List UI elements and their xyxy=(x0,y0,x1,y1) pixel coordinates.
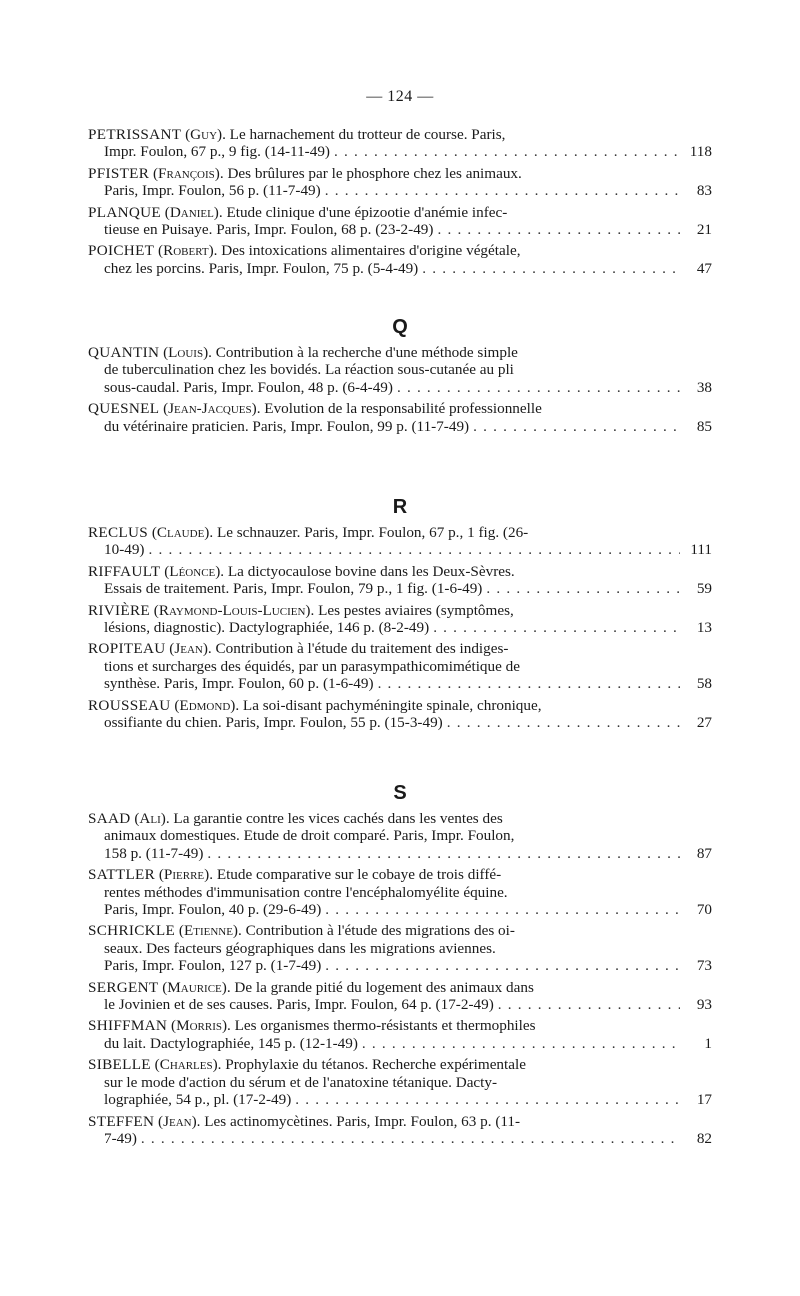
author-surname: RIVIÈRE xyxy=(88,601,150,619)
leader-dots xyxy=(325,182,680,199)
entry-line xyxy=(88,979,680,996)
author-first-name: (Daniel). xyxy=(164,203,223,221)
page-reference: 58 xyxy=(696,675,712,693)
entry-last-line xyxy=(88,182,680,199)
leader-dots xyxy=(437,221,680,238)
leader-dots xyxy=(378,675,680,692)
index-entry xyxy=(88,242,712,277)
entry-text: ossifiante du chien. Paris, Impr. Foulon, 55 p. (15-3-49) xyxy=(104,714,443,732)
author-surname: ROUSSEAU xyxy=(88,696,171,714)
page-reference: 59 xyxy=(696,580,712,598)
index-entry xyxy=(88,602,712,637)
page-reference: 85 xyxy=(696,417,712,435)
entry-text: tieuse en Puisaye. Paris, Impr. Foulon, 68 p. (23-2-49) xyxy=(104,221,434,239)
section-letter: S xyxy=(393,782,407,804)
entry-text xyxy=(88,400,542,417)
author-surname: RECLUS xyxy=(88,524,149,541)
entry-text xyxy=(88,1056,526,1073)
index-entry xyxy=(88,979,712,1014)
index-entry xyxy=(88,697,712,732)
section-letter: Q xyxy=(392,316,408,338)
entry-text xyxy=(88,640,508,657)
author-surname: QUANTIN xyxy=(88,344,160,361)
entry-title-text: Des brûlures par le phosphore chez les animaux. xyxy=(227,164,522,182)
entry-text xyxy=(88,979,534,996)
entry-text: le Jovinien et de ses causes. Paris, Impr. Foulon, 64 p. (17-2-49) xyxy=(104,996,494,1014)
entry-text: Paris, Impr. Foulon, 56 p. (11-7-49) xyxy=(104,182,321,200)
entry-text xyxy=(88,697,542,714)
entry-line xyxy=(88,1074,680,1091)
entry-line xyxy=(88,126,680,143)
entry-title-text: Contribution à l'étude du traitement des indiges- xyxy=(215,640,509,658)
entry-last-line xyxy=(88,1035,680,1052)
entry-title-text: La soi-disant pachyméningite spinale, chronique, xyxy=(242,696,542,714)
author-surname: RIFFAULT xyxy=(88,562,161,580)
author-surname: SERGENT xyxy=(88,978,159,996)
entry-line xyxy=(88,866,680,883)
entry-text: Paris, Impr. Foulon, 127 p. (1-7-49) xyxy=(104,957,322,975)
author-first-name: (Jean). xyxy=(158,1112,201,1130)
entry-title-text: Prophylaxie du tétanos. Recherche expérimentale xyxy=(225,1056,526,1074)
entry-title-text: Etude comparative sur le cobaye de trois diffé- xyxy=(216,866,502,884)
leader-dots xyxy=(207,845,680,862)
entry-title-text: Contribution à la recherche d'une méthode simple xyxy=(215,344,518,361)
entry-line xyxy=(88,884,680,901)
author-first-name: (Léonce). xyxy=(164,562,225,580)
author-first-name: (Pierre). xyxy=(158,866,214,884)
leader-dots xyxy=(433,619,680,636)
leader-dots xyxy=(486,580,680,597)
entry-text: seaux. Des facteurs géographiques dans les migrations aviennes. xyxy=(104,939,496,957)
entry-text: sous-caudal. Paris, Impr. Foulon, 48 p. (6-4-49) xyxy=(104,378,393,396)
entry-text xyxy=(88,922,515,939)
entry-line xyxy=(88,640,680,657)
page-reference: 21 xyxy=(696,221,712,239)
entry-last-line xyxy=(88,143,680,160)
entry-title-text: Le harnachement du trotteur de course. Paris, xyxy=(229,126,506,143)
leader-dots xyxy=(325,957,680,974)
index-entry xyxy=(88,126,712,161)
entry-text: tions et surcharges des équidés, par un parasympathicomimétique de xyxy=(104,657,520,675)
entry-line xyxy=(88,810,680,827)
entry-line xyxy=(88,242,680,259)
author-first-name: (François). xyxy=(152,164,224,182)
author-surname: PFISTER xyxy=(88,164,150,182)
index-entry xyxy=(88,563,712,598)
author-surname: ROPITEAU xyxy=(88,640,166,658)
page-reference: 83 xyxy=(696,182,712,200)
entry-last-line xyxy=(88,714,680,731)
author-surname: PLANQUE xyxy=(88,203,161,221)
entry-last-line xyxy=(88,418,680,435)
entry-title-text: Les pestes aviaires (symptômes, xyxy=(318,601,514,619)
leader-dots xyxy=(447,714,680,731)
section-s xyxy=(88,776,712,1151)
author-first-name: (Raymond-Louis-Lucien). xyxy=(153,601,315,619)
author-surname: SIBELLE xyxy=(88,1056,151,1074)
page-reference: 13 xyxy=(696,619,712,637)
entry-line xyxy=(88,1113,680,1130)
index-entry xyxy=(88,922,712,974)
section-p xyxy=(88,126,712,281)
page-reference: 17 xyxy=(696,1091,712,1109)
author-surname: SHIFFMAN xyxy=(88,1017,168,1035)
entry-line xyxy=(88,1017,680,1034)
leader-dots xyxy=(473,418,680,435)
entry-title-text: De la grande pitié du logement des animaux dans xyxy=(234,978,534,996)
entry-last-line xyxy=(88,1130,680,1147)
entry-text: 158 p. (11-7-49) xyxy=(104,844,204,862)
author-first-name: (Jean). xyxy=(169,640,212,658)
entry-last-line xyxy=(88,675,680,692)
section-r xyxy=(88,490,712,735)
entry-line xyxy=(88,344,680,361)
entry-title-text: Le schnauzer. Paris, Impr. Foulon, 67 p., 1 fig. (26- xyxy=(216,524,529,541)
entry-line xyxy=(88,563,680,580)
entry-title-text: La dictyocaulose bovine dans les Deux-Sèvres. xyxy=(227,562,515,580)
entry-line xyxy=(88,361,680,378)
entry-text: synthèse. Paris, Impr. Foulon, 60 p. (1-6-49) xyxy=(104,675,374,693)
entry-line xyxy=(88,922,680,939)
entry-title-text: Les organismes thermo-résistants et thermophiles xyxy=(234,1017,536,1035)
leader-dots xyxy=(397,379,680,396)
index-entry xyxy=(88,400,712,435)
entry-text xyxy=(88,524,528,541)
section-q xyxy=(88,310,712,439)
entry-text xyxy=(88,866,501,883)
page-reference: 93 xyxy=(696,996,712,1014)
entry-text xyxy=(88,204,507,221)
index-entry xyxy=(88,1113,712,1148)
author-first-name: (Jean-Jacques). xyxy=(163,400,261,418)
entry-line xyxy=(88,940,680,957)
author-first-name: (Morris). xyxy=(171,1017,231,1035)
entry-text: 10-49) xyxy=(104,541,145,559)
leader-dots xyxy=(498,996,680,1013)
author-first-name: (Louis). xyxy=(163,344,212,361)
author-surname: QUESNEL xyxy=(88,400,160,418)
author-first-name: (Robert). xyxy=(158,242,218,260)
entry-line xyxy=(88,165,680,182)
entry-line xyxy=(88,827,680,844)
page-reference: 87 xyxy=(696,844,712,862)
entry-text xyxy=(88,242,521,259)
index-entry xyxy=(88,640,712,692)
entry-last-line xyxy=(88,1091,680,1108)
entry-text: rentes méthodes d'immunisation contre l'encéphalomyélite équine. xyxy=(104,883,508,901)
index-entry xyxy=(88,524,712,559)
entry-text xyxy=(88,126,505,143)
leader-dots xyxy=(362,1035,680,1052)
entry-text: du vétérinaire praticien. Paris, Impr. Foulon, 99 p. (11-7-49) xyxy=(104,417,470,435)
entry-last-line xyxy=(88,619,680,636)
page-reference: 38 xyxy=(696,378,712,396)
entry-text: 7-49) xyxy=(104,1129,137,1147)
entry-line xyxy=(88,524,680,541)
entry-line xyxy=(88,602,680,619)
page-reference: 82 xyxy=(696,1129,712,1147)
entry-text: Impr. Foulon, 67 p., 9 fig. (14-11-49) xyxy=(104,143,330,161)
entry-title-text: Les actinomycètines. Paris, Impr. Foulon, 63 p. (11- xyxy=(204,1112,521,1130)
entry-text xyxy=(88,1017,536,1034)
author-surname: PETRISSANT xyxy=(88,126,182,143)
entry-text: lésions, diagnostic). Dactylographiée, 146 p. (8-2-49) xyxy=(104,619,430,637)
leader-dots xyxy=(422,260,680,277)
entry-line xyxy=(88,658,680,675)
entry-text xyxy=(88,602,514,619)
page-reference: 111 xyxy=(690,541,712,559)
author-first-name: (Edmond). xyxy=(174,696,240,714)
author-surname: STEFFEN xyxy=(88,1112,155,1130)
leader-dots xyxy=(334,143,680,160)
author-surname: POICHET xyxy=(88,242,155,260)
leader-dots xyxy=(295,1091,680,1108)
entry-text: Essais de traitement. Paris, Impr. Foulon, 79 p., 1 fig. (1-6-49) xyxy=(104,580,483,598)
entry-text xyxy=(88,563,515,580)
index-entry xyxy=(88,204,712,239)
page-number: — 124 — xyxy=(366,88,434,105)
entry-line xyxy=(88,204,680,221)
entry-text: de tuberculination chez les bovidés. La réaction sous-cutanée au pli xyxy=(104,361,514,379)
entry-last-line xyxy=(88,379,680,396)
entry-text xyxy=(88,344,518,361)
author-first-name: (Charles). xyxy=(154,1056,222,1074)
index-entry xyxy=(88,866,712,918)
entry-last-line xyxy=(88,580,680,597)
page-reference: 47 xyxy=(696,259,712,277)
leader-dots xyxy=(325,901,680,918)
entry-last-line xyxy=(88,541,680,558)
page-reference: 73 xyxy=(696,957,712,975)
entry-last-line xyxy=(88,901,680,918)
entry-line xyxy=(88,1056,680,1073)
entry-last-line xyxy=(88,221,680,238)
entry-last-line xyxy=(88,996,680,1013)
author-surname: SAAD xyxy=(88,810,131,827)
page-reference: 118 xyxy=(689,143,712,161)
author-first-name: (Ali). xyxy=(134,810,170,827)
author-first-name: (Etienne). xyxy=(178,922,242,940)
page-reference: 1 xyxy=(704,1034,712,1052)
entry-line xyxy=(88,400,680,417)
index-entry xyxy=(88,810,712,862)
page-reference: 27 xyxy=(696,714,712,732)
entry-text: lographiée, 54 p., pl. (17-2-49) xyxy=(104,1091,292,1109)
entry-title-text: La garantie contre les vices cachés dans les ventes des xyxy=(173,810,503,827)
section-letter: R xyxy=(392,496,408,518)
index-entry xyxy=(88,165,712,200)
entry-text: animaux domestiques. Etude de droit comparé. Paris, Impr. Foulon, xyxy=(104,827,515,845)
entry-title-text: Etude clinique d'une épizootie d'anémie infec- xyxy=(226,203,508,221)
author-first-name: (Maurice). xyxy=(162,978,231,996)
entry-last-line xyxy=(88,260,680,277)
leader-dots xyxy=(149,541,681,558)
page-reference: 70 xyxy=(696,901,712,919)
entry-last-line xyxy=(88,957,680,974)
entry-text xyxy=(88,810,503,827)
entry-text: Paris, Impr. Foulon, 40 p. (29-6-49) xyxy=(104,901,322,919)
entry-text: sur le mode d'action du sérum et de l'anatoxine tétanique. Dacty- xyxy=(104,1073,498,1091)
index-entry xyxy=(88,1056,712,1108)
author-first-name: (Claude). xyxy=(151,524,214,541)
entry-text: chez les porcins. Paris, Impr. Foulon, 75 p. (5-4-49) xyxy=(104,259,419,277)
entry-text xyxy=(88,1113,520,1130)
entry-title-text: Contribution à l'étude des migrations des oi- xyxy=(245,922,515,940)
entry-text: du lait. Dactylographiée, 145 p. (12-1-49) xyxy=(104,1034,358,1052)
entry-text xyxy=(88,165,522,182)
author-surname: SATTLER xyxy=(88,866,156,884)
leader-dots xyxy=(141,1130,680,1147)
index-entry xyxy=(88,344,712,396)
entry-line xyxy=(88,697,680,714)
author-surname: SCHRICKLE xyxy=(88,922,176,940)
entry-title-text: Evolution de la responsabilité professionnelle xyxy=(264,400,542,418)
entry-title-text: Des intoxications alimentaires d'origine végétale, xyxy=(221,242,521,260)
author-first-name: (Guy). xyxy=(185,126,226,143)
index-entry xyxy=(88,1017,712,1052)
entry-last-line xyxy=(88,845,680,862)
